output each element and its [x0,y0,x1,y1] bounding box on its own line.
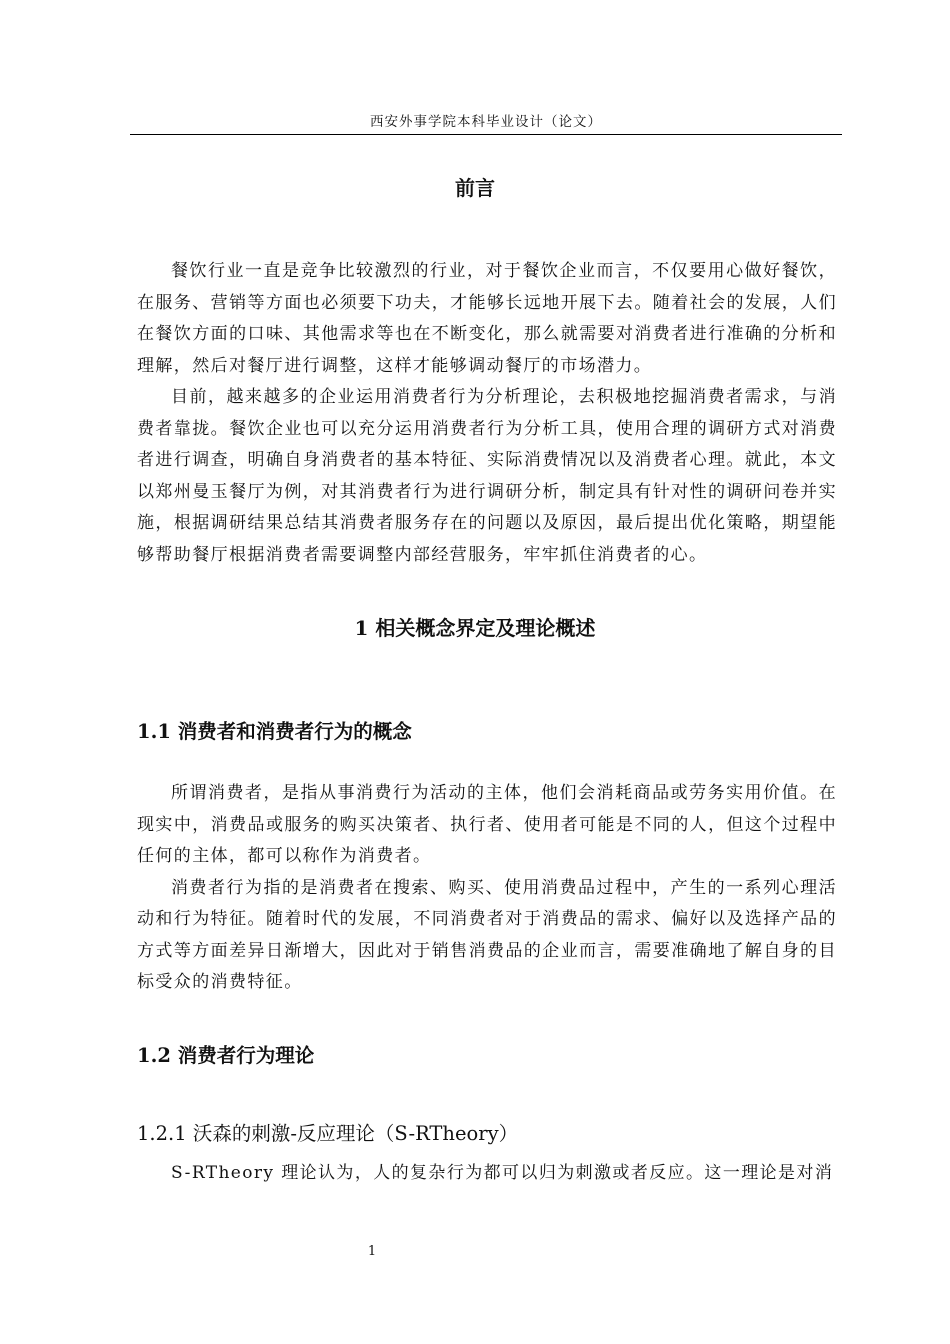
section-1-2-1-paragraph: S-RTheory 理论认为，人的复杂行为都可以归为刺激或者反应。这一理论是对消 [171,1163,834,1183]
preface-body [137,256,837,571]
preface-title: 前言 [455,176,495,200]
section-1-2-1-title: 1.2.1 沃森的刺激-反应理论（S-RTheory） [137,1122,519,1145]
preface-paragraph: 目前，越来越多的企业运用消费者行为分析理论，去积极地挖掘消费者需求，与消费者靠拢。餐饮企业也可以充分运用消费者行为分析工具，使用合理的调研方式对消费者进行调查，明确自身消费者的基本特征、实际消费情况以及消费者心理。就此，本文以郑州曼玉餐厅为例，对其消费者行为进行调研分析，制定具有针对性的调研问卷并实施，根据调研结果总结其消费者服务存在的问题以及原因，最后提出优化策略，期望能够帮助餐厅根据消费者需要调整内部经营服务，牢牢抓住消费者的心。 [137,387,837,565]
section-1-1-title: 1.1 消费者和消费者行为的概念 [137,720,412,743]
section-1-1-paragraph: 消费者行为指的是消费者在搜索、购买、使用消费品过程中，产生的一系列心理活动和行为特征。随着时代的发展，不同消费者对于消费品的需求、偏好以及选择产品的方式等方面差异日渐增大，因此对于销售消费品的企业而言，需要准确地了解自身的目标受众的消费特征。 [137,877,837,992]
page-header: 西安外事学院本科毕业设计（论文） [130,112,842,135]
preface-paragraph: 餐饮行业一直是竞争比较激烈的行业，对于餐饮企业而言，不仅要用心做好餐饮，在服务、营销等方面也必须要下功夫，才能够长远地开展下去。随着社会的发展，人们在餐饮方面的口味、其他需求等也在不断变化，那么就需要对消费者进行准确的分析和理解，然后对餐厅进行调整，这样才能够调动餐厅的市场潜力。 [137,261,837,376]
section-1-1-paragraph: 所谓消费者，是指从事消费行为活动的主体，他们会消耗商品或劳务实用价值。在现实中，消费品或服务的购买决策者、执行者、使用者可能是不同的人，但这个过程中任何的主体，都可以称作为消费者。 [137,783,837,866]
section-1-2-1-body [137,1158,837,1190]
chapter-1-title: 1 相关概念界定及理论概述 [354,616,596,640]
section-1-2-title: 1.2 消费者行为理论 [137,1044,315,1067]
section-1-1-body [137,778,837,999]
page-number: 1 [367,1244,377,1259]
